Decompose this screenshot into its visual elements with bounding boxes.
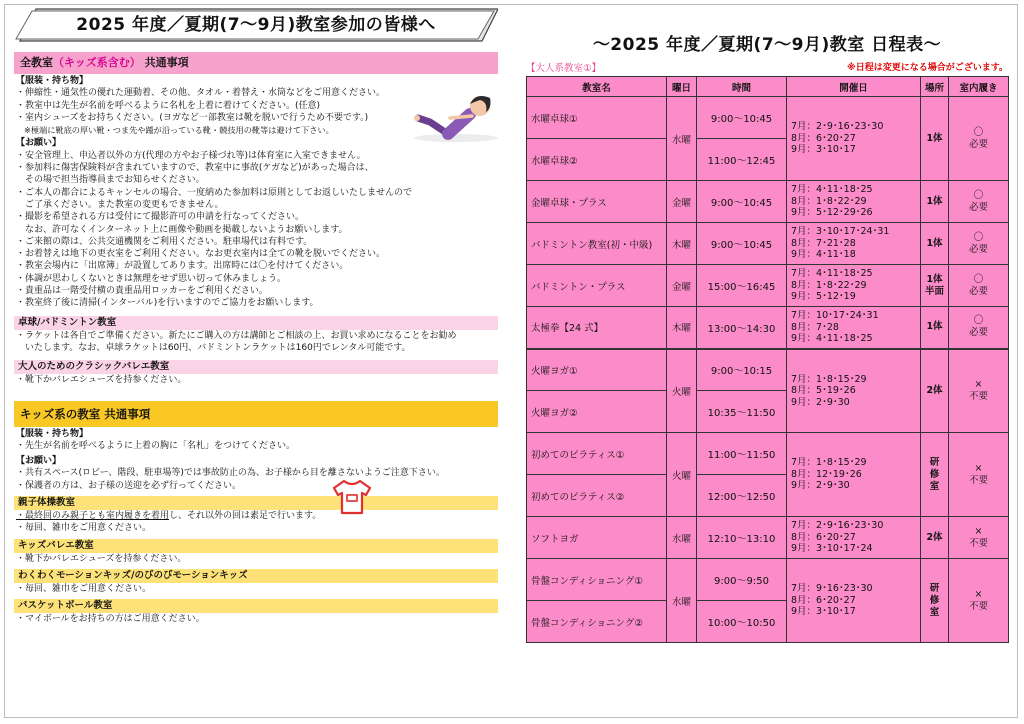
item-line: ・室内シューズをお持ちください。(ヨガなど一部教室は靴を脱いで行うため不要です。): [16, 112, 369, 123]
request-line: ご了承ください。また教室の変更もできません。: [16, 199, 224, 210]
class-name-cell: 初めてのピラティス②: [527, 475, 667, 517]
time-cell: 12:00～12:50: [697, 475, 787, 517]
schedule-row: [527, 97, 1009, 139]
month-dates-line: 9月：4･11･18･25: [791, 333, 873, 344]
header-place: 場所: [921, 77, 949, 97]
time-cell: 9:00～10:45: [697, 181, 787, 223]
shoes-text: 必要: [968, 285, 988, 297]
indoor-shoes-cell: [949, 559, 1009, 643]
basketball-header: バスケットボール教室: [14, 599, 498, 613]
time-cell: 9:00～9:50: [697, 559, 787, 601]
shoes-mark: 〇: [973, 126, 984, 138]
item-line: ・伸縮性・通気性の優れた運動着、その他、タオル・着替え・水筒などをご用意ください。: [16, 88, 386, 99]
yoga-exercise-illustration: [410, 88, 502, 144]
kids-ballet-header: キッズバレエ教室: [14, 539, 498, 553]
month-dates-line: 8月：6･20･27: [791, 594, 856, 606]
header-weekday: 曜日: [667, 77, 697, 97]
schedule-row: [527, 559, 1009, 601]
place-cell: 研 修 室: [921, 559, 949, 643]
class-name-cell: 初めてのピラティス①: [527, 433, 667, 475]
month-dates-line: 9月：2･9･30: [791, 480, 850, 492]
table-tennis-line: ・ラケットは各自でご準備ください。新たにご購入の方は講師とご相談の上、お買い求めになることをお勧め: [16, 330, 457, 341]
request-line: ・お着替えは地下の更衣室をご利用ください。なお更衣室内は全ての靴を脱いでください。: [16, 249, 386, 260]
month-dates-line: 7月：2･9･16･23･30: [791, 520, 884, 532]
kids-common-items: [14, 428, 498, 492]
notice-title: 2025 年度／夏期(7～9月)教室参加の皆様へ: [76, 15, 436, 35]
time-cell: 15:00～16:45: [697, 265, 787, 307]
shoes-mark: ×: [974, 462, 983, 474]
dates-cell: [787, 97, 921, 181]
time-cell: 10:00～10:50: [697, 601, 787, 643]
month-dates-line: 9月：3･10･17･24: [791, 543, 873, 555]
motion-kids-header: わくわくモーションキッズ/のびのびモーションキッズ: [14, 569, 498, 583]
month-dates-line: 7月：4･11･18･25: [791, 184, 873, 196]
indoor-shoes-cell: [949, 517, 1009, 559]
schedule-row: [527, 223, 1009, 265]
request-line: ・ご来館の際は、公共交通機関をご利用ください。駐車場代は有料です。: [16, 236, 313, 247]
shoes-text: 不要: [968, 390, 988, 402]
dates-cell: [787, 517, 921, 559]
class-name-cell: 太極拳【24 式】: [527, 307, 667, 349]
request-line: ・参加料に傷害保険料が含まれていますので、教室中に事故(ケガなど)があった場合は、: [16, 163, 374, 174]
shoes-text: 必要: [968, 243, 988, 255]
shoes-text: 必要: [968, 138, 988, 150]
class-name-cell: 火曜ヨガ②: [527, 391, 667, 433]
weekday-cell: 金曜: [667, 181, 697, 223]
month-dates-line: 8月：1･8･22･29: [791, 279, 867, 291]
shoes-mark: ×: [974, 378, 983, 390]
month-dates-line: 8月：5･19･26: [791, 385, 856, 396]
ballet-line: ・靴下かバレエシューズを持参ください。: [16, 375, 187, 386]
class-name-cell: バドミントン教室(初・中級): [527, 223, 667, 265]
month-dates-line: 7月：3･10･17･24･31: [791, 226, 890, 238]
schedule-row: [527, 181, 1009, 223]
request-line: ・教室終了後に清掃(インターバル)を行いますのでご協力をお願いします。: [16, 298, 319, 309]
header-indoor-shoes: 室内履き: [949, 77, 1009, 97]
month-dates-line: 9月：2･9･30: [791, 396, 850, 408]
request-line: ・貴重品は一階受付横の貴重品用ロッカーをご利用ください。: [16, 286, 268, 297]
class-name-cell: 火曜ヨガ①: [527, 349, 667, 391]
class-name-cell: ソフトヨガ: [527, 517, 667, 559]
month-dates-line: 7月：4･11･18･25: [791, 268, 873, 280]
weekday-cell: 木曜: [667, 307, 697, 349]
indoor-shoes-cell: [949, 265, 1009, 307]
place-cell: 1体: [921, 181, 949, 223]
kids-request-line: ・共有スペース(ロビー、階段、駐車場等)では事故防止の為、お子様から目を離さないようご注意下さい。: [16, 468, 445, 479]
dates-cell: [787, 433, 921, 517]
schedule-row: [527, 265, 1009, 307]
month-dates-line: 9月：4･11･18: [791, 249, 856, 261]
request-line: ・教室会場内に「出席簿」が設置してあります。出席時には〇を付けてください。: [16, 261, 349, 272]
items-head: 【服装・持ち物】: [16, 76, 89, 86]
schedule-row: [527, 349, 1009, 391]
schedule-change-note: ※日程は変更になる場合がございます。: [846, 63, 1008, 73]
schedule-category-label: 【大人系教室①】: [526, 63, 602, 74]
indoor-shoes-cell: [949, 97, 1009, 181]
month-dates-line: 7月：1･8･15･29: [791, 373, 867, 385]
time-cell: 9:00～10:45: [697, 223, 787, 265]
item-line: ・教室中は先生が名前を呼べるように名札を上着に着けてください。(任意): [16, 100, 321, 111]
place-cell: 1体: [921, 223, 949, 265]
place-cell: 2体: [921, 349, 949, 433]
common-section-header: [14, 52, 498, 74]
month-dates-line: 7月：1･8･15･29: [791, 457, 867, 469]
month-dates-line: 9月：3･10･17: [791, 606, 856, 618]
class-name-cell: 骨盤コンディショニング②: [527, 601, 667, 643]
dates-cell: [787, 265, 921, 307]
kids-item-line: ・先生が名前を呼べるように上着の胸に「名札」をつけてください。: [16, 440, 296, 451]
time-cell: 10:35～11:50: [697, 391, 787, 433]
kids-request-line: ・保護者の方は、お子様の送迎を必ず行ってください。: [16, 480, 242, 491]
motion-kids-line: ・毎回、雑巾をご用意ください。: [16, 583, 152, 594]
time-cell: 12:10～13:10: [697, 517, 787, 559]
parent-child-underlined: ・最終回のみ親子とも室内履きを着用: [16, 511, 170, 522]
item-note: ※極端に靴底の厚い靴・つま先や踵が沿っている靴・競技用の靴等は避けて下さい。: [24, 125, 334, 136]
parent-child-line: ・毎回、雑巾をご用意ください。: [16, 523, 152, 534]
month-dates-line: 8月：6･20･27: [791, 531, 856, 543]
request-line: その場で担当指導員までお知らせください。: [16, 175, 205, 186]
schedule-table: [526, 76, 1009, 643]
class-name-cell: 金曜卓球・プラス: [527, 181, 667, 223]
place-cell: 2体: [921, 517, 949, 559]
indoor-shoes-cell: [949, 181, 1009, 223]
schedule-title: ～2025 年度／夏期(7～9月)教室 日程表～: [592, 35, 942, 55]
basketball-lines: [14, 613, 498, 625]
indoor-shoes-cell: [949, 433, 1009, 517]
kids-ballet-line: ・靴下かバレエシューズを持参ください。: [16, 553, 187, 564]
place-cell: 1体: [921, 307, 949, 349]
month-dates-line: 7月：2･9･16･23･30: [791, 121, 884, 133]
shoes-text: 不要: [968, 600, 988, 612]
ballet-lines: [14, 374, 498, 386]
kids-items-head: 【服装・持ち物】: [16, 428, 89, 439]
class-name-cell: 水曜卓球②: [527, 139, 667, 181]
place-cell: 1体: [921, 97, 949, 181]
month-dates-line: 8月：1･8･22･29: [791, 195, 867, 207]
class-name-cell: 骨盤コンディショニング①: [527, 559, 667, 601]
dates-cell: [787, 223, 921, 265]
time-cell: 13:00～14:30: [697, 307, 787, 349]
kids-requests-head: 【お願い】: [16, 456, 62, 467]
shoes-text: 必要: [968, 327, 988, 339]
month-dates-line: 7月：9･16･23･30: [791, 583, 873, 595]
requests-head: 【お願い】: [16, 138, 62, 149]
shoes-text: 不要: [968, 474, 988, 486]
basketball-line: ・マイボールをお持ちの方はご用意ください。: [16, 614, 205, 625]
motion-kids-lines: [14, 583, 498, 595]
month-dates-line: 7月：10･17･24･31: [791, 310, 879, 321]
request-line: ・撮影を希望される方は受付にて撮影許可の申請を行なってください。: [16, 212, 305, 223]
shoes-mark: 〇: [973, 315, 984, 327]
weekday-cell: 水曜: [667, 517, 697, 559]
weekday-cell: 火曜: [667, 349, 697, 433]
month-dates-line: 8月：12･19･26: [791, 468, 862, 480]
indoor-shoes-cell: [949, 349, 1009, 433]
shoes-mark: 〇: [973, 189, 984, 201]
class-name-cell: 水曜卓球①: [527, 97, 667, 139]
schedule-row: [527, 307, 1009, 349]
indoor-shoes-cell: [949, 223, 1009, 265]
kids-section-header: キッズ系の教室 共通事項: [14, 401, 498, 427]
time-cell: 9:00～10:15: [697, 349, 787, 391]
shoes-mark: ×: [974, 588, 983, 600]
month-dates-line: 8月：6･20･27: [791, 132, 856, 144]
weekday-cell: 水曜: [667, 559, 697, 643]
request-line: なお、許可なくインターネット上に画像や動画を掲載しないようお願いします。: [16, 224, 348, 235]
header-dates: 開催日: [787, 77, 921, 97]
indoor-shoes-cell: [949, 307, 1009, 349]
weekday-cell: 火曜: [667, 433, 697, 517]
dates-cell: [787, 307, 921, 349]
dates-cell: [787, 559, 921, 643]
notice-banner: [14, 8, 498, 42]
shoes-mark: 〇: [973, 231, 984, 243]
parent-child-rest: し、それ以外の回は素足で行います。: [169, 511, 322, 522]
parent-child-lines: [14, 510, 498, 535]
schedule-row: [527, 517, 1009, 559]
time-cell: 11:00～12:45: [697, 139, 787, 181]
notice-column: [14, 8, 498, 626]
header-class-name: 教室名: [527, 77, 667, 97]
common-head-suffix: 共通事項: [144, 56, 189, 69]
request-line: ・体調が思わしくないときは無理をせず思い切って休みましょう。: [16, 273, 287, 284]
common-head-kids: （キッズ系含む）: [53, 56, 141, 69]
weekday-cell: 木曜: [667, 223, 697, 265]
request-line: ・ご本人の都合によるキャンセルの場合、一度納めた参加料は原則としてお返しいたしませんので: [16, 187, 413, 198]
shoes-text: 必要: [968, 201, 988, 213]
place-cell: 1体 半面: [921, 265, 949, 307]
month-dates-line: 8月：7･21･28: [791, 237, 856, 249]
shoes-mark: 〇: [973, 273, 984, 285]
common-head-prefix: 全教室: [20, 56, 53, 69]
time-cell: 11:00～11:50: [697, 433, 787, 475]
dates-cell: [787, 349, 921, 433]
shoes-text: 不要: [968, 537, 988, 549]
parent-child-header: 親子体操教室: [14, 496, 498, 510]
table-tennis-lines: [14, 330, 498, 355]
weekday-cell: 金曜: [667, 265, 697, 307]
kids-ballet-lines: [14, 553, 498, 565]
schedule-column: [526, 30, 1008, 643]
month-dates-line: 9月：5･12･19: [791, 291, 856, 303]
table-tennis-header: 卓球/バドミントン教室: [14, 316, 498, 330]
place-cell: 研 修 室: [921, 433, 949, 517]
month-dates-line: 8月：7･28: [791, 321, 839, 333]
dates-cell: [787, 181, 921, 223]
shoes-mark: ×: [974, 525, 983, 537]
schedule-row: [527, 433, 1009, 475]
table-tennis-line: いたします。なお、卓球ラケットは60円、バドミントンラケットは160円でレンタル可能です。: [16, 342, 411, 353]
request-line: ・安全管理上、申込者以外の方(代理の方やお子様づれ等)は体育室に入室できません。: [16, 150, 366, 161]
ballet-header: 大人のためのクラシックバレエ教室: [14, 360, 498, 374]
shirt-icon: [330, 478, 374, 516]
time-cell: 9:00～10:45: [697, 97, 787, 139]
month-dates-line: 9月：5･12･29･26: [791, 207, 873, 219]
weekday-cell: 水曜: [667, 97, 697, 181]
month-dates-line: 9月：3･10･17: [791, 144, 856, 156]
header-time: 時間: [697, 77, 787, 97]
class-name-cell: バドミントン・プラス: [527, 265, 667, 307]
schedule-header-row: [527, 77, 1009, 97]
